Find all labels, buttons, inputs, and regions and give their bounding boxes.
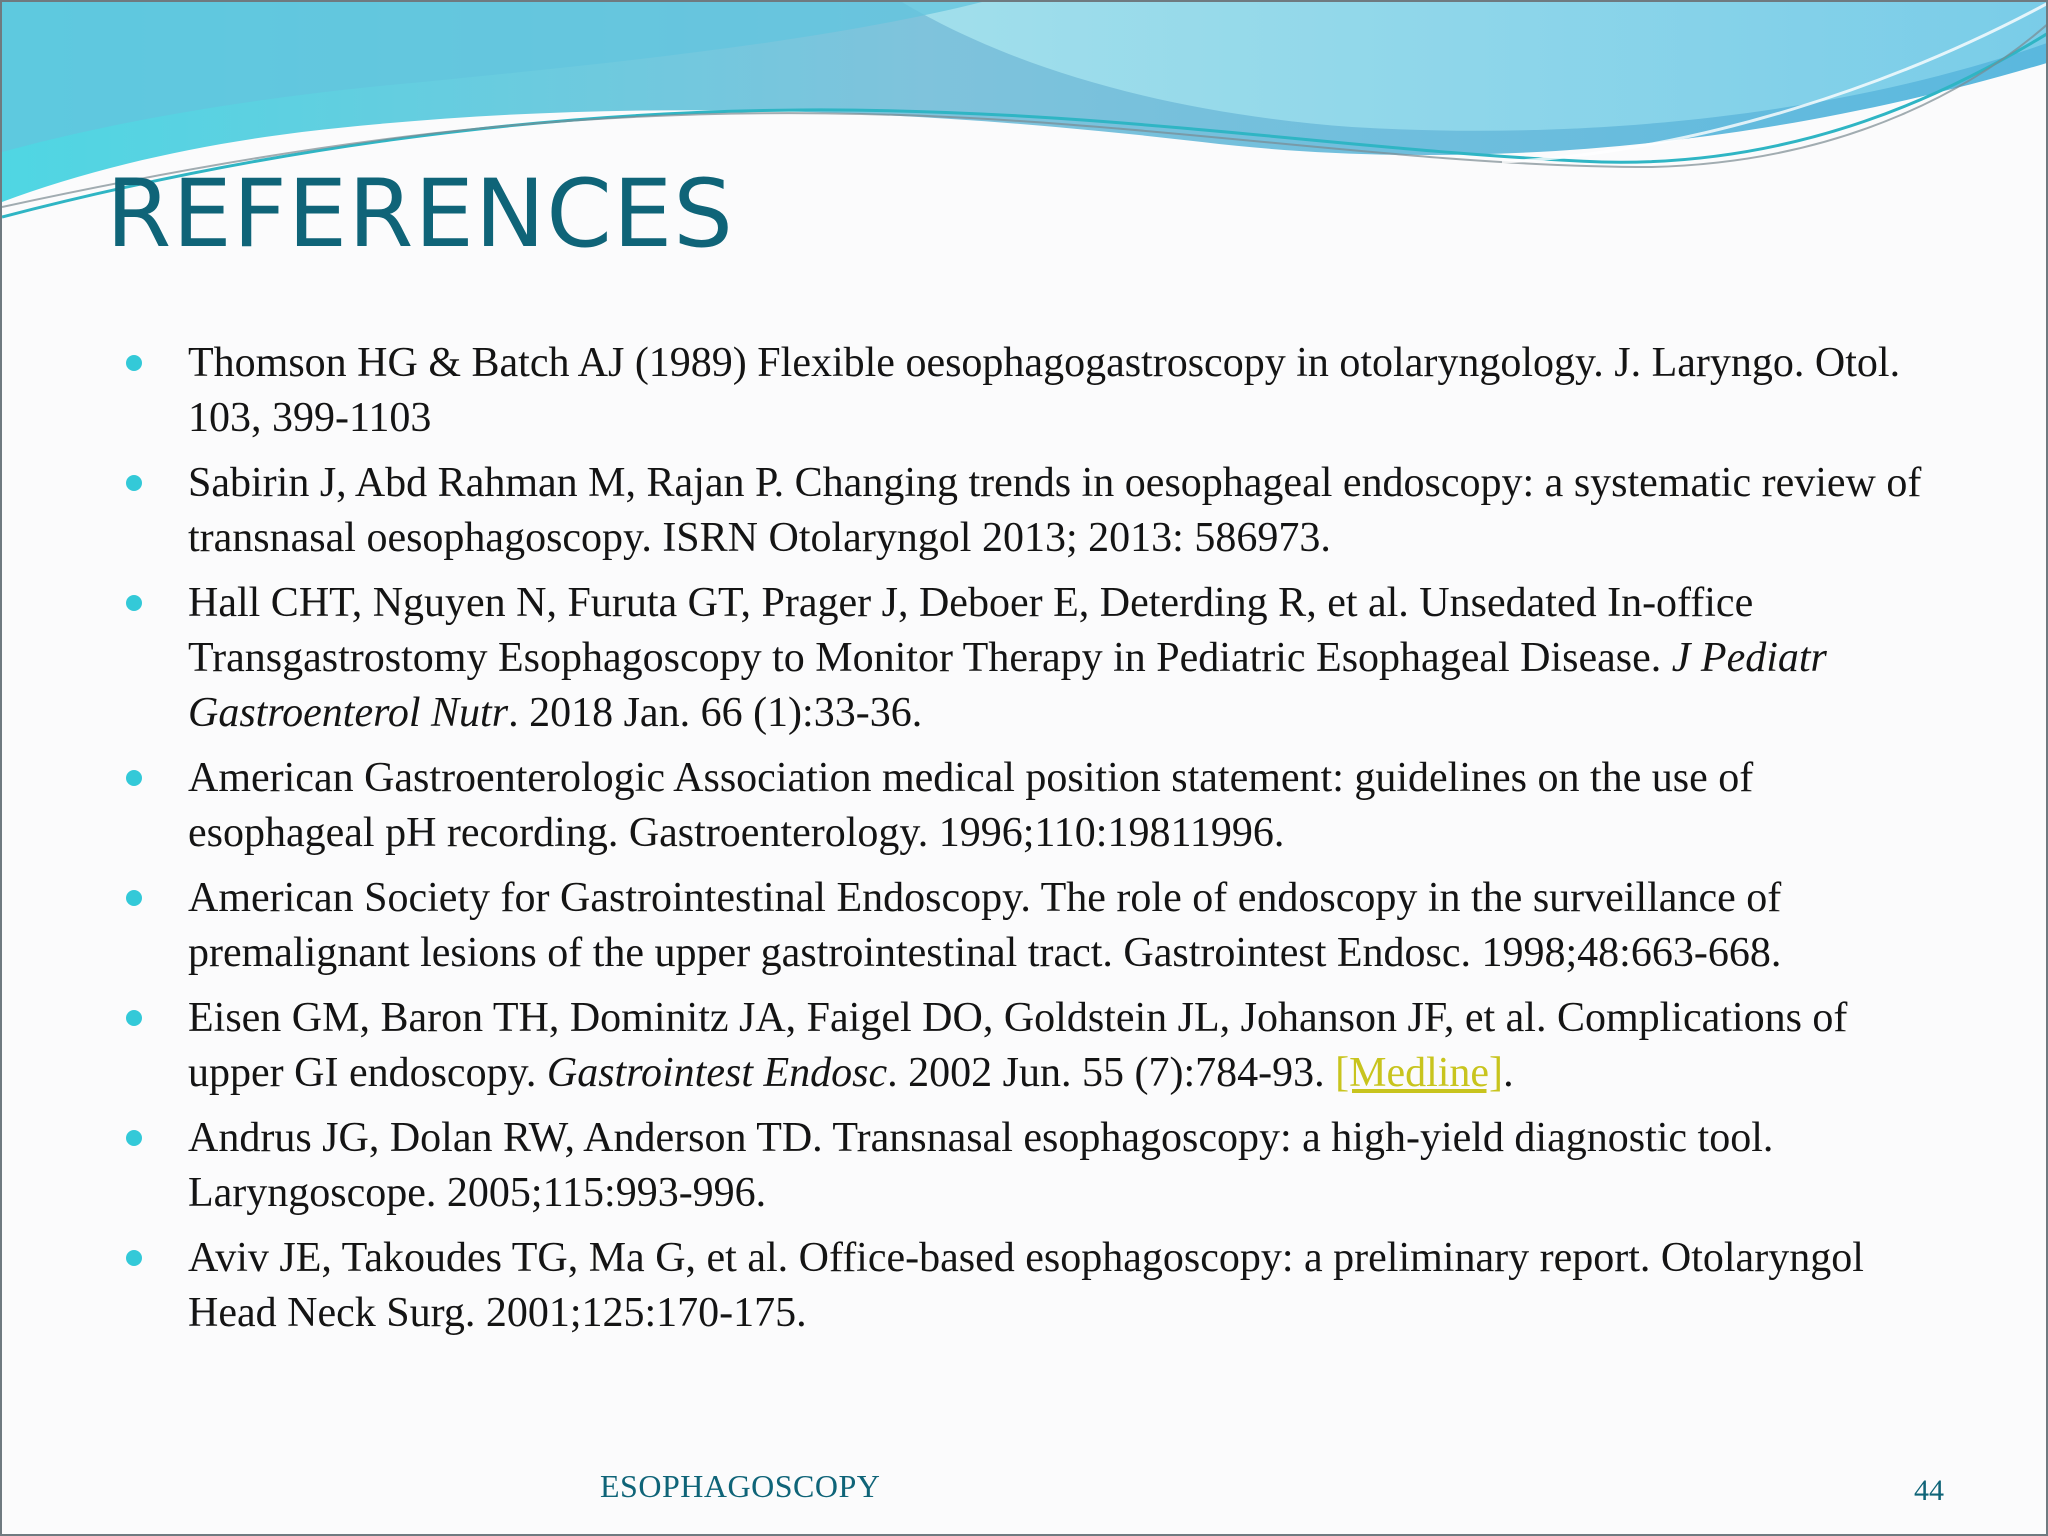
reference-period: . [1503,1050,1514,1096]
reference-text: Sabirin J, Abd Rahman M, Rajan P. Changing trends in oesophageal endoscopy: a systematic review of transnasal oesophagoscopy. ISRN Otolaryngol 2013; 2013: 586973. [188,460,1922,561]
reference-item [126,991,1926,1101]
bullet-icon [126,595,142,611]
reference-text: Andrus JG, Dolan RW, Anderson TD. Transnasal esophagoscopy: a high-yield diagnostic tool. Laryngoscope. 2005;115:993-996. [188,1115,1774,1216]
reference-item [126,576,1926,741]
reference-item [126,751,1926,861]
bullet-icon [126,355,142,371]
reference-text: Eisen GM, Baron TH, Dominitz JA, Faigel DO, Goldstein JL, Johanson JF, et al. Complications of upper GI endoscopy. [188,995,1848,1096]
bullet-icon [126,475,142,491]
reference-details: . 2018 Jan. 66 (1):33-36. [508,690,923,736]
reference-text: American Society for Gastrointestinal Endoscopy. The role of endoscopy in the surveillance of premalignant lesions of the upper gastrointestinal tract. Gastrointest Endosc. 1998;48:663-668. [188,875,1782,976]
medline-link[interactable]: [Medline] [1335,1050,1504,1096]
bullet-icon [126,890,142,906]
slide-title: REFERENCES [106,160,734,269]
reference-text: American Gastroenterologic Association medical position statement: guidelines on the use of esophageal pH recording. Gastroenterology. 1996;110:19811996. [188,755,1754,856]
reference-text: Hall CHT, Nguyen N, Furuta GT, Prager J, Deboer E, Deterding R, et al. Unsedated In-office Transgastrostomy Esophagoscopy to Monitor Therapy in Pediatric Esophageal Disease. [188,580,1754,681]
reference-text: Thomson HG & Batch AJ (1989) Flexible oesophagogastroscopy in otolaryngology. J. Laryngo. Otol. 103, 399-1103 [188,340,1901,441]
reference-details: . 2002 Jun. 55 (7):784-93. [887,1050,1336,1096]
page-number: 44 [1914,1474,1944,1507]
reference-item [126,336,1926,446]
reference-item [126,1231,1926,1341]
bullet-icon [126,1250,142,1266]
slide-footer: ESOPHAGOSCOPY [600,1468,881,1504]
reference-item [126,871,1926,981]
bullet-icon [126,770,142,786]
reference-text: Aviv JE, Takoudes TG, Ma G, et al. Office-based esophagoscopy: a preliminary report. Otolaryngol Head Neck Surg. 2001;125:170-175. [188,1235,1864,1336]
reference-item [126,1111,1926,1221]
reference-item [126,456,1926,566]
bullet-icon [126,1130,142,1146]
reference-journal: J Pediatr Gastroenterol Nutr [188,635,1827,736]
reference-journal: Gastrointest Endosc [546,1050,888,1096]
reference-list [126,336,1926,1351]
bullet-icon [126,1010,142,1026]
